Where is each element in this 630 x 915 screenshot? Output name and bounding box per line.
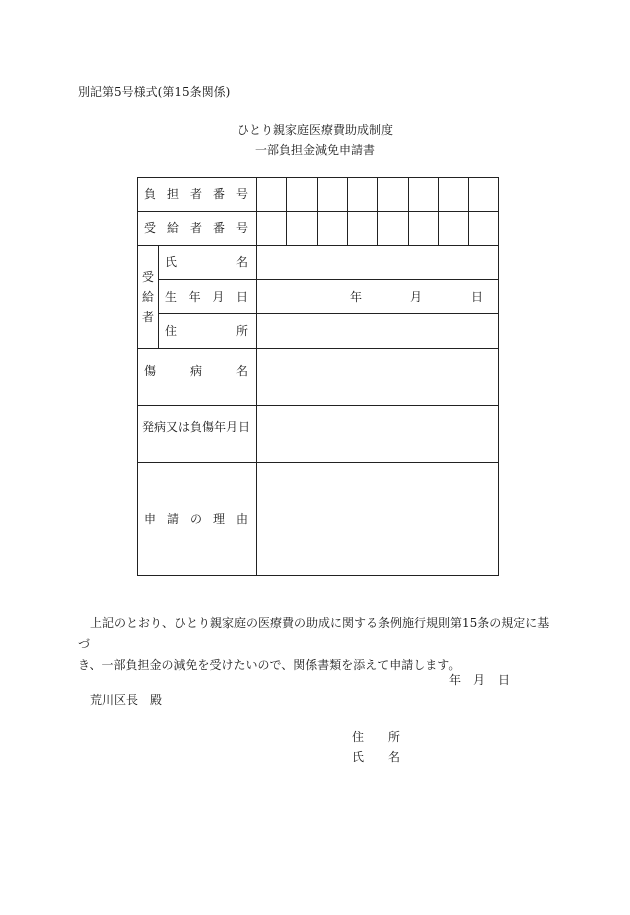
label-char: の (189, 512, 202, 526)
table-rule (137, 177, 138, 576)
burden-number-boxes[interactable] (257, 178, 498, 211)
recipient-number-boxes[interactable] (257, 212, 498, 245)
birth-day-mark: 日 (471, 290, 484, 304)
table-rule (498, 177, 499, 576)
date-day-mark: 日 (498, 673, 511, 687)
birth-date-field[interactable] (257, 280, 498, 313)
application-statement: 上記のとおり、ひとり親家庭の医療費の助成に関する条例施行規則第15条の規定に基づ き、一部負担金の減免を受けたいので、関係書類を添えて申請します。 (78, 616, 550, 672)
reason-field[interactable] (257, 463, 498, 575)
address-label (165, 325, 248, 337)
label-char: 請 (166, 512, 179, 526)
label-char: 理 (212, 512, 225, 526)
label-char: 日 (235, 290, 248, 304)
label-char: 番 (212, 221, 225, 235)
label-char: 由 (235, 512, 248, 526)
label-char: 名 (235, 255, 248, 269)
label-char: 号 (235, 221, 248, 235)
form-id: 別記第5号様式(第15条関係) (78, 85, 231, 99)
label-char: 氏 (165, 255, 178, 269)
label-char: 生 (165, 290, 178, 304)
label-char: 名 (235, 364, 248, 378)
date-year-mark: 年 (449, 673, 462, 687)
label-char: 担 (166, 187, 179, 201)
label-char: 者 (141, 310, 154, 324)
label-char: 号 (235, 187, 248, 201)
recipient-group-label (138, 246, 158, 348)
address-field[interactable] (257, 314, 498, 348)
reason-label (144, 513, 248, 525)
label-char: 受 (141, 270, 154, 284)
document-title-line1: ひとり親家庭医療費助成制度 (236, 123, 393, 137)
table-rule (137, 575, 499, 576)
disease-field[interactable] (257, 349, 498, 405)
label-char: 傷 (144, 364, 157, 378)
date-month-mark: 月 (473, 673, 486, 687)
document-title-line2: 一部負担金減免申請書 (254, 143, 375, 157)
label-char: 病 (189, 364, 202, 378)
burden-number-label (144, 188, 248, 200)
label-char: 番 (212, 187, 225, 201)
recipient-number-label (144, 222, 248, 234)
label-char: 給 (141, 290, 154, 304)
birth-month-mark: 月 (410, 290, 423, 304)
label-char: 負 (144, 187, 157, 201)
birth-date-label (165, 291, 248, 303)
name-field[interactable] (257, 246, 498, 279)
applicant-name-label: 氏 名 (352, 750, 401, 764)
label-char: 月 (212, 290, 225, 304)
onset-date-field[interactable] (257, 406, 498, 462)
onset-date-label: 発病又は負傷年月日 (142, 420, 251, 434)
addressee: 荒川区長 殿 (90, 693, 163, 707)
table-rule (158, 245, 159, 349)
label-char: 者 (189, 187, 202, 201)
applicant-address-label: 住 所 (352, 730, 401, 744)
birth-year-mark: 年 (350, 290, 363, 304)
label-char: 住 (165, 324, 178, 338)
label-char: 年 (188, 290, 201, 304)
label-char: 給 (166, 221, 179, 235)
label-char: 申 (144, 512, 157, 526)
label-char: 所 (235, 324, 248, 338)
disease-label (144, 365, 248, 377)
label-char: 者 (189, 221, 202, 235)
label-char: 受 (144, 221, 157, 235)
name-label (165, 256, 248, 268)
